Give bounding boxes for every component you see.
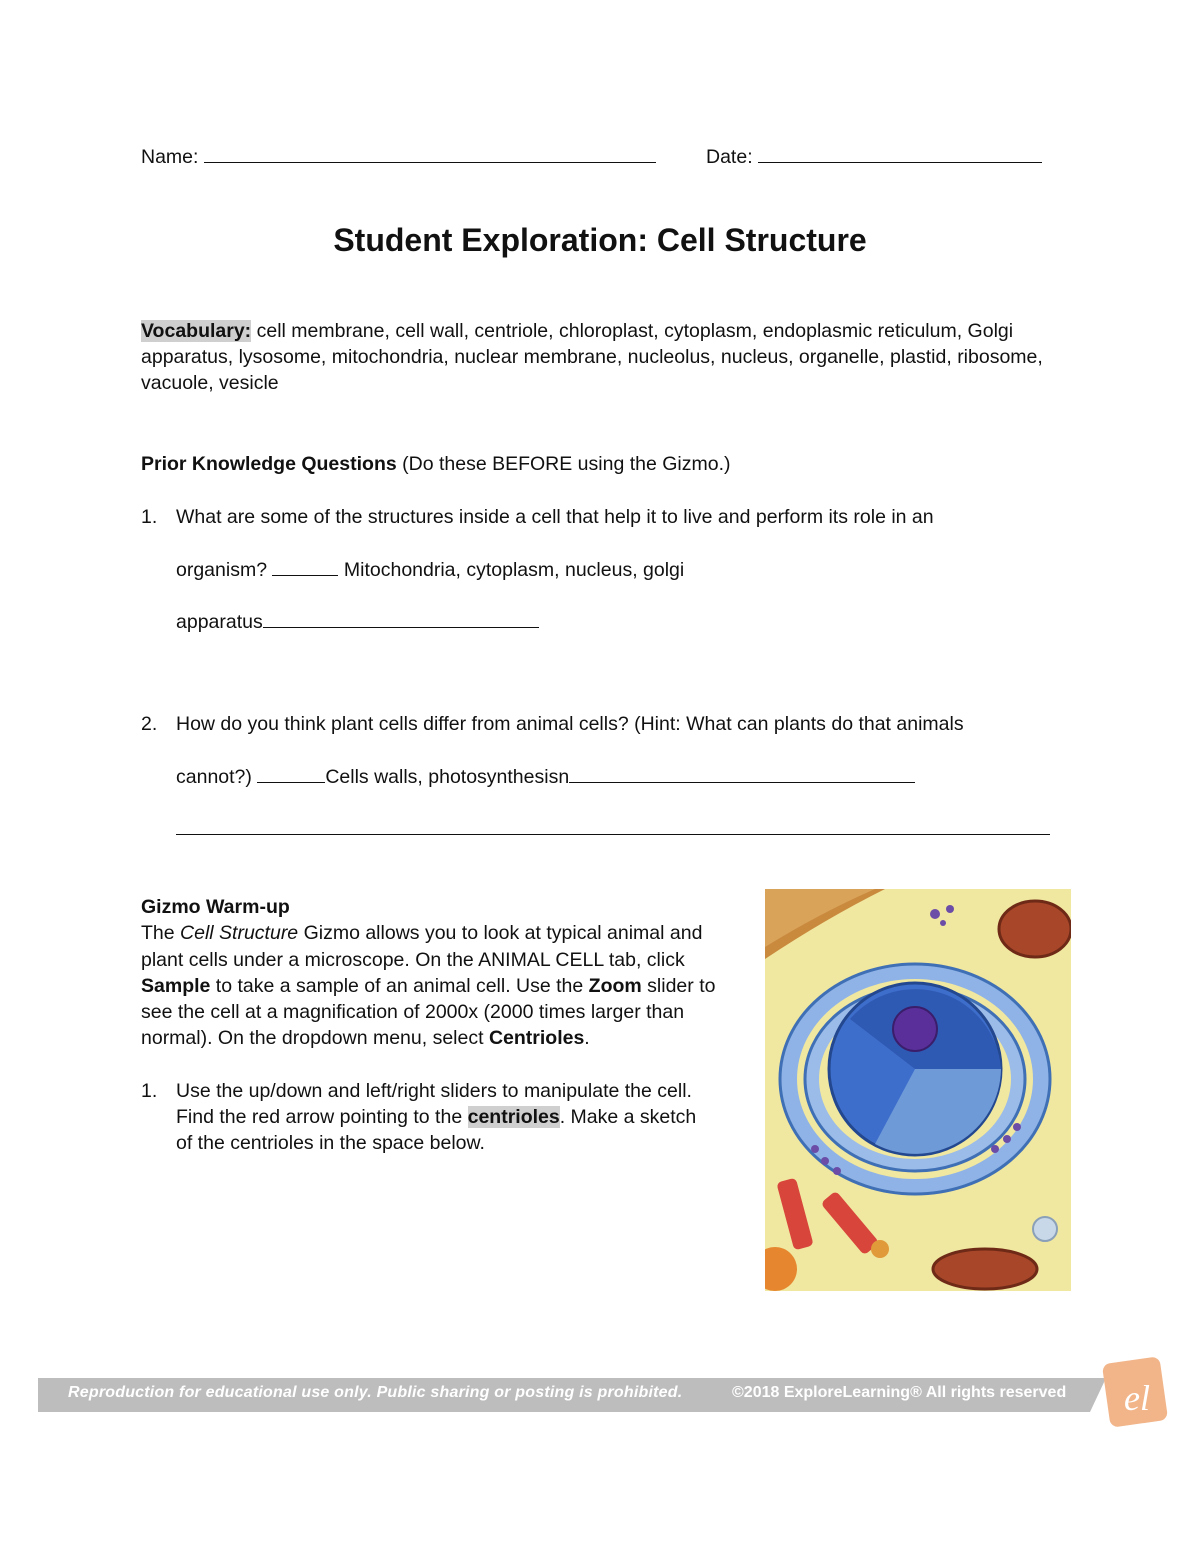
vocabulary-label: Vocabulary: [141, 320, 252, 342]
answer-blank [569, 764, 915, 783]
warmup-paragraph [141, 920, 726, 1051]
centrioles-highlight: centrioles [467, 1106, 560, 1129]
question-2-answer-line-2[interactable] [176, 816, 1050, 841]
question-1-answer-cont: apparatus [176, 611, 263, 633]
warmup-question-1-text-end: . Make a sketch of the centrioles in the space below. [176, 1106, 697, 1155]
centrioles-keyword: Centrioles [488, 1027, 585, 1050]
answer-blank [272, 557, 338, 576]
prior-knowledge-heading: Prior Knowledge Questions [141, 453, 397, 475]
zoom-keyword: Zoom [588, 974, 642, 997]
question-2-text: How do you think plant cells differ from animal cells? (Hint: What can plants do that animals [176, 713, 964, 735]
svg-text:el: el [1124, 1378, 1150, 1418]
prior-knowledge-heading-line [141, 453, 731, 476]
warmup-text: Gizmo allows you to look at typical animal and plant cells under a microscope. On the ANIMAL CELL tab, click [141, 922, 703, 971]
question-2-answer-line[interactable] [176, 764, 915, 789]
question-1-prefix: organism? [176, 559, 268, 581]
question-1-text: What are some of the structures inside a cell that help it to live and perform its role in an [176, 506, 934, 528]
answer-blank [257, 764, 325, 783]
animal-cell-illustration [765, 889, 1071, 1291]
warmup-question-1-number: 1. [141, 1079, 158, 1102]
date-field[interactable] [758, 144, 1042, 163]
page-title: Student Exploration: Cell Structure [333, 222, 867, 258]
question-2-number: 2. [141, 713, 158, 735]
gizmo-warmup-section [141, 894, 741, 1157]
date-line [706, 144, 1042, 169]
question-1-answer-line[interactable] [176, 557, 684, 582]
footer-copyright: ©2018 ExploreLearning® All rights reserved [732, 1384, 1067, 1401]
warmup-text: . [584, 1027, 590, 1050]
gizmo-name: Cell Structure [180, 922, 299, 945]
vocabulary-section [141, 318, 1071, 396]
warmup-text: The [141, 922, 175, 945]
explorelearning-logo [1100, 1354, 1170, 1430]
warmup-text: to take a sample of an animal cell. Use the [215, 974, 584, 997]
question-1-answer-line-2[interactable] [176, 609, 539, 634]
warmup-question-1-text: Use the up/down and left/right sliders to manipulate the cell. Find the red arrow pointing to the [176, 1079, 692, 1129]
footer-notice: Reproduction for educational use only. Public sharing or posting is prohibited. [68, 1384, 683, 1401]
warmup-heading: Gizmo Warm-up [141, 896, 290, 918]
sample-keyword: Sample [141, 974, 211, 997]
vocabulary-terms: cell membrane, cell wall, centriole, chloroplast, cytoplasm, endoplasmic reticulum, Golgi apparatus, lysosome, mitochondria, nuclear membrane, nucleolus, nucleus, organelle, plastid, ribosome, vacuole, vesicle [141, 320, 1043, 394]
answer-blank [263, 609, 539, 628]
name-label: Name: [141, 146, 199, 168]
date-label: Date: [706, 146, 753, 168]
question-2-prefix: cannot?) [176, 766, 252, 788]
question-2-answer: Cells walls, photosynthesisn [325, 766, 570, 788]
answer-blank [176, 816, 1050, 835]
question-1-number: 1. [141, 506, 158, 528]
prior-knowledge-instruction: (Do these BEFORE using the Gizmo.) [402, 453, 731, 475]
name-line [141, 144, 656, 169]
name-field[interactable] [204, 144, 656, 163]
warmup-question-1 [141, 1078, 711, 1157]
question-1-answer: Mitochondria, cytoplasm, nucleus, golgi [343, 559, 685, 581]
warmup-text: slider to see the cell at a magnification of 2000x (2000 times larger than normal). On the dropdown menu, select [141, 974, 716, 1050]
